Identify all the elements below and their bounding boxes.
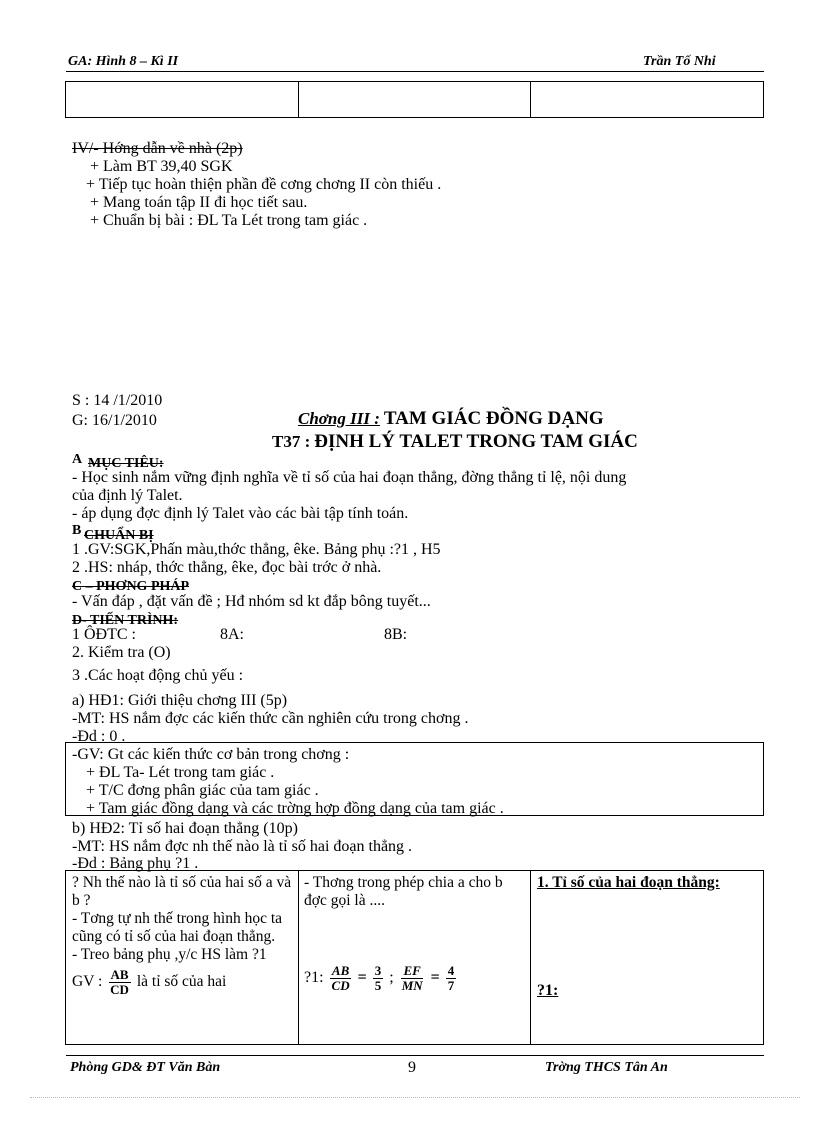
eq2-rnum: 4 <box>447 962 455 978</box>
table-col1-frac-den: CD <box>110 982 129 997</box>
table-col1-tail: là tỉ số của hai <box>136 973 227 991</box>
footer-page-number: 9 <box>408 1059 416 1076</box>
top-table-divider-1 <box>298 81 299 118</box>
section-c-line-1: - Vấn đáp , đặt vấn đề ; Hđ nhóm sd kt đắp bông tuyết... <box>72 593 431 610</box>
section-c-title: C – PHƠNG PHÁP <box>72 579 190 594</box>
homework-title: IV/- Hớng dẫn về nhà (2p) <box>72 140 243 157</box>
lesson-number: T37 : <box>272 432 311 451</box>
eq1-den: CD <box>331 977 350 993</box>
eq2-den: MN <box>401 977 423 993</box>
section-b-title: CHUẨN BỊ <box>84 528 154 543</box>
eq2-num: EF <box>403 962 421 978</box>
lesson-title: ĐỊNH LÝ TALET TRONG TAM GIÁC <box>314 431 638 452</box>
section-b-letter: B <box>72 523 82 538</box>
eq2-right-fraction <box>446 964 457 993</box>
hd1-box-line-4: + Tam giác đồng dạng và các trờng hợp đồng dạng của tam giác . <box>86 800 504 817</box>
hd1-box-line-1: -GV: Gt các kiến thức cơ bản trong chơng : <box>72 746 350 763</box>
table-col3-title: 1. Tỉ số của hai đoạn thẳng: <box>537 874 720 891</box>
section-a-title: MỤC TIÊU: <box>88 456 164 471</box>
eq-separator: ; <box>389 969 394 986</box>
eq1-right-fraction <box>373 964 384 993</box>
section-d-title: D- TIẾN TRÌNH: <box>72 613 179 628</box>
table-col1-fraction <box>108 968 131 997</box>
eq2-left-fraction <box>400 964 425 993</box>
section-d-class-8b: 8B: <box>384 626 408 643</box>
hd1-mt: -MT: HS nắm đợc các kiến thức cần nghiên cứu trong chơng . <box>72 710 469 727</box>
homework-item-3: + Mang toán tập II đi học tiết sau. <box>90 194 308 211</box>
section-a-line-1: - Học sinh nắm vững định nghĩa về tỉ số của hai đoạn thẳng, đờng thẳng tỉ lệ, nội dung <box>72 469 627 486</box>
chapter-label: Chơng III : <box>298 409 380 428</box>
eq2-equals: = <box>430 969 440 986</box>
section-a-letter: A <box>72 452 83 467</box>
table-col1-line-1: ? Nh thế nào là tỉ số của hai số a và b ? <box>72 874 292 909</box>
hd2-title: b) HĐ2: Tỉ số hai đoạn thẳng (10p) <box>72 820 298 837</box>
lesson-table-divider-2 <box>530 870 531 1045</box>
header-left: GA: Hình 8 – Kì II <box>68 54 179 69</box>
section-b-line-2: 2 .HS: nháp, thớc thẳng, êke, đọc bài trớc ở nhà. <box>72 559 382 576</box>
eq1-rden: 5 <box>374 977 382 993</box>
table-col3-q: ?1: <box>537 982 559 999</box>
hd1-title: a) HĐ1: Giới thiệu chơng III (5p) <box>72 692 288 709</box>
header-rule <box>66 71 764 72</box>
hd1-box-line-3: + T/C đơng phân giác của tam giác . <box>86 782 319 799</box>
table-col1 <box>72 874 294 997</box>
table-col2-text: - Thơng trong phép chia a cho b đợc gọi là .... <box>304 874 503 909</box>
section-b-line-1: 1 .GV:SGK,Phấn màu,thớc thẳng, êke. Bảng phụ :?1 , H5 <box>72 541 441 558</box>
hd2-mt: -MT: HS nắm đợc nh thế nào là tỉ số hai đoạn thẳng . <box>72 838 413 855</box>
lesson-table-divider-1 <box>298 870 299 1045</box>
eq1-rnum: 3 <box>374 962 382 978</box>
eq1-equals: = <box>357 969 367 986</box>
homework-item-2: + Tiếp tục hoàn thiện phần đề cơng chơng II còn thiếu . <box>86 176 442 193</box>
table-col2-q: ?1: <box>304 969 324 986</box>
hd1-dd: -Đd : 0 . <box>72 728 126 745</box>
page-bottom-edge <box>30 1097 800 1098</box>
section-a-line-3: - áp dụng đợc định lý Talet vào các bài tập tính toán. <box>72 505 409 522</box>
homework-item-1: + Làm BT 39,40 SGK <box>90 158 233 175</box>
footer-right: Trờng THCS Tân An <box>545 1060 668 1075</box>
homework-item-4: + Chuẩn bị bài : ĐL Ta Lét trong tam giác . <box>90 212 368 229</box>
header-right: Trần Tố Nhi <box>643 54 716 69</box>
eq1-left-fraction <box>330 964 352 993</box>
hd2-dd: -Đd : Bảng phụ ?1 . <box>72 855 199 872</box>
eq1-num: AB <box>331 962 350 978</box>
table-col1-line-2: - Tơng tự nh thế trong hình học ta cũng có tỉ số của hai đoạn thẳng. <box>72 910 283 945</box>
top-empty-table <box>65 81 764 118</box>
table-col1-frac-num: AB <box>110 967 129 982</box>
table-col2-equation <box>304 962 458 994</box>
top-table-divider-2 <box>530 81 531 118</box>
table-col1-gv: GV : <box>72 973 103 991</box>
chapter-heading <box>298 410 604 429</box>
section-d-check: 2. Kiểm tra (O) <box>72 644 171 661</box>
section-a-line-2: của định lý Talet. <box>72 487 183 504</box>
table-col1-line-3: - Treo bảng phụ ,y/c HS làm ?1 <box>72 946 267 963</box>
section-d-activities: 3 .Các hoạt động chủ yếu : <box>72 667 244 684</box>
section-d-class-8a: 8A: <box>220 626 244 643</box>
chapter-title: TAM GIÁC ĐỒNG DẠNG <box>383 408 604 429</box>
lesson-heading <box>272 433 638 452</box>
table-col1-gv-line <box>72 968 294 997</box>
footer-left: Phòng GD& ĐT Văn Bàn <box>70 1060 221 1075</box>
date-g: G: 16/1/2010 <box>72 412 157 429</box>
eq2-rden: 7 <box>447 977 455 993</box>
footer-rule <box>66 1055 764 1056</box>
date-s: S : 14 /1/2010 <box>72 392 163 409</box>
hd1-box-line-2: + ĐL Ta- Lét trong tam giác . <box>86 764 275 781</box>
section-d-odtc: 1 ÔĐTC : <box>72 626 136 643</box>
